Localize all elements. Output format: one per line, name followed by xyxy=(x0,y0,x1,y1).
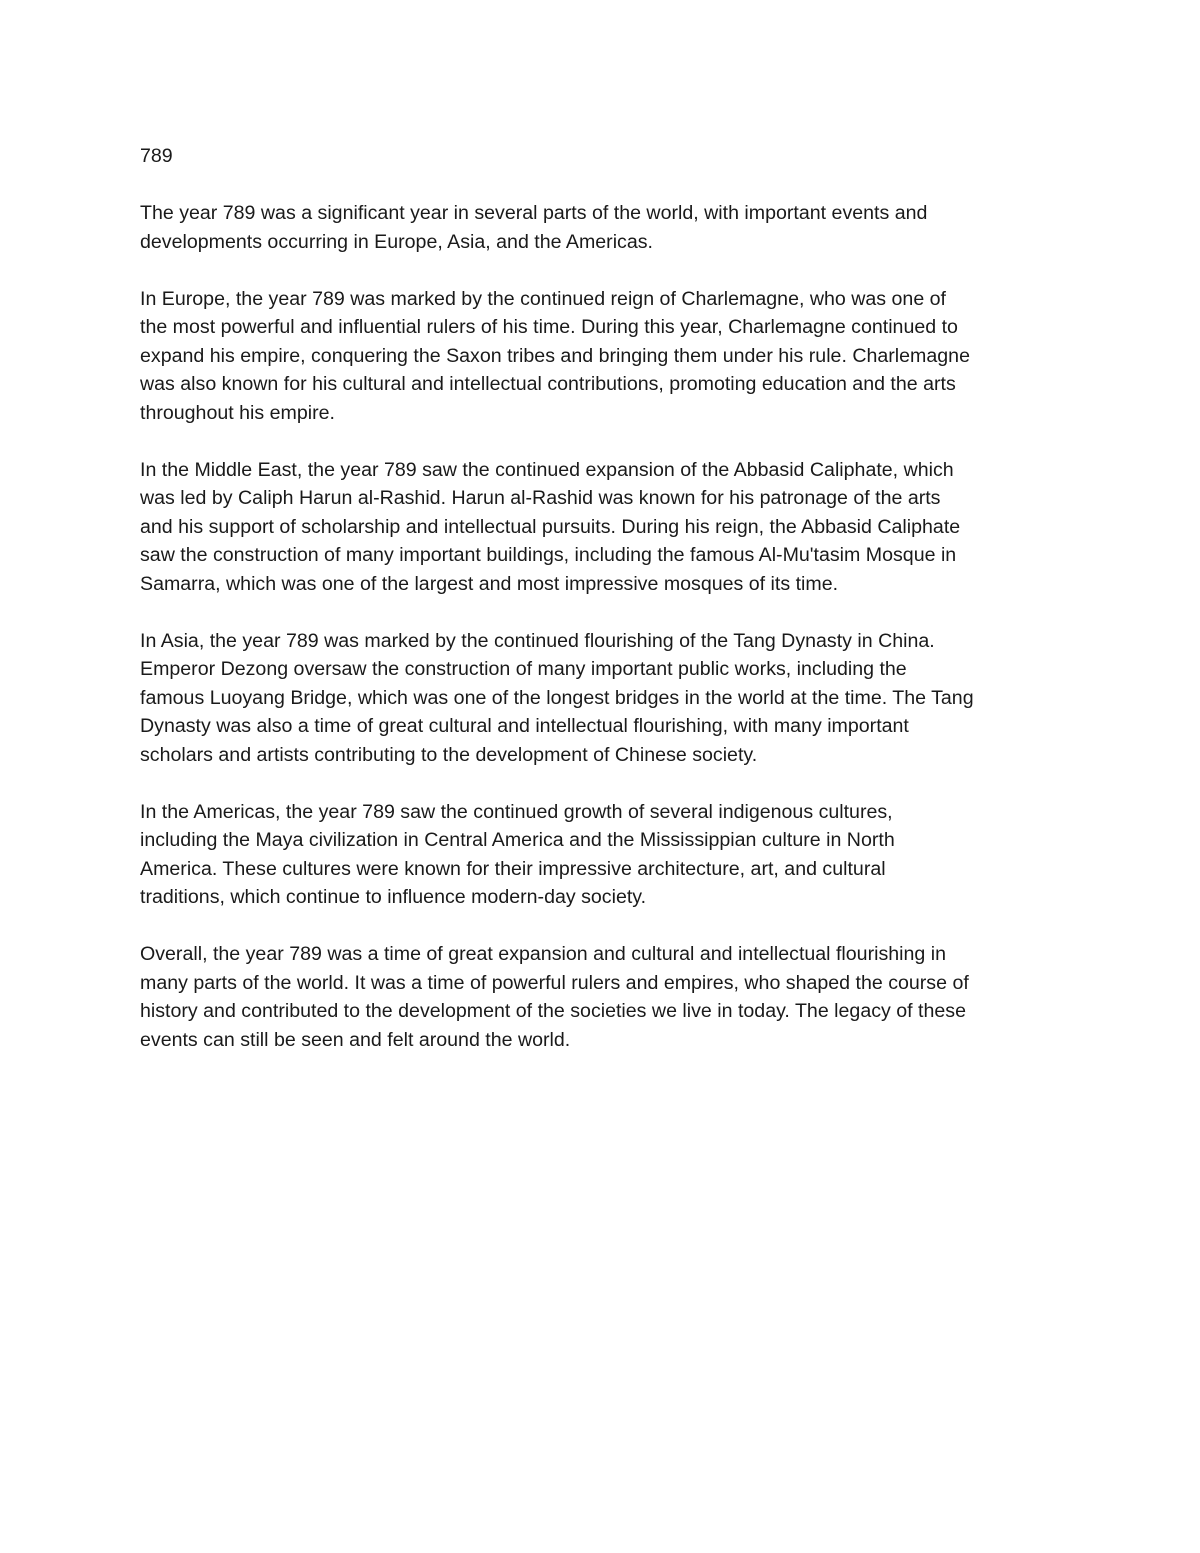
paragraph-line: developments occurring in Europe, Asia, and the Americas. xyxy=(140,230,653,253)
paragraph-line: the most powerful and influential rulers of his time. During this year, Charlemagne continued to xyxy=(140,316,958,338)
paragraph-line: Dynasty was also a time of great cultural and intellectual flourishing, with many important xyxy=(140,715,909,737)
paragraph-line: In Asia, the year 789 was marked by the continued flourishing of the Tang Dynasty in China. xyxy=(140,629,935,652)
paragraph-americas xyxy=(140,798,1065,912)
paragraph-line: America. These cultures were known for their impressive architecture, art, and cultural xyxy=(140,857,886,880)
paragraph-line: famous Luoyang Bridge, which was one of the longest bridges in the world at the time. The Tang xyxy=(140,686,974,709)
paragraph-line: throughout his empire. xyxy=(140,401,335,424)
paragraph-line: events can still be seen and felt around the world. xyxy=(140,1028,571,1051)
paragraph-line: Overall, the year 789 was a time of great expansion and cultural and intellectual flourishing in xyxy=(140,943,946,965)
paragraph-line: In the Americas, the year 789 saw the continued growth of several indigenous cultures, xyxy=(140,800,893,823)
paragraph-line: In Europe, the year 789 was marked by the continued reign of Charlemagne, who was one of xyxy=(140,287,947,310)
paragraph-line: traditions, which continue to influence modern-day society. xyxy=(140,886,647,908)
paragraph-line: was led by Caliph Harun al-Rashid. Harun al-Rashid was known for his patronage of the arts xyxy=(140,487,941,509)
paragraph-line: The year 789 was a significant year in several parts of the world, with important events and xyxy=(140,202,928,224)
paragraph-line: and his support of scholarship and intellectual pursuits. During his reign, the Abbasid Caliphate xyxy=(140,515,961,538)
paragraph-line: Emperor Dezong oversaw the construction of many important public works, including the xyxy=(140,658,907,680)
paragraph-line: many parts of the world. It was a time of powerful rulers and empires, who shaped the course of xyxy=(140,971,969,994)
paragraph-line: scholars and artists contributing to the development of Chinese society. xyxy=(140,743,758,766)
paragraph-line: Samarra, which was one of the largest and most impressive mosques of its time. xyxy=(140,572,839,595)
paragraph-asia xyxy=(140,627,1065,770)
document-body xyxy=(140,142,1065,1083)
paragraph-line: saw the construction of many important buildings, including the famous Al-Mu'tasim Mosque in xyxy=(140,544,957,566)
paragraph-line: was also known for his cultural and intellectual contributions, promoting education and the arts xyxy=(140,373,956,395)
paragraph-overall xyxy=(140,940,1065,1054)
paragraph-line: expand his empire, conquering the Saxon tribes and bringing them under his rule. Charlemagne xyxy=(140,344,970,367)
paragraph-line: including the Maya civilization in Central America and the Mississippian culture in North xyxy=(140,829,895,851)
paragraph-line: In the Middle East, the year 789 saw the continued expansion of the Abbasid Caliphate, which xyxy=(140,458,954,481)
document-title: 789 xyxy=(140,145,173,167)
paragraph-intro xyxy=(140,199,1065,256)
paragraph-line: history and contributed to the development of the societies we live in today. The legacy of these xyxy=(140,1000,966,1022)
paragraph-europe xyxy=(140,285,1065,428)
paragraph-middle-east xyxy=(140,456,1065,599)
